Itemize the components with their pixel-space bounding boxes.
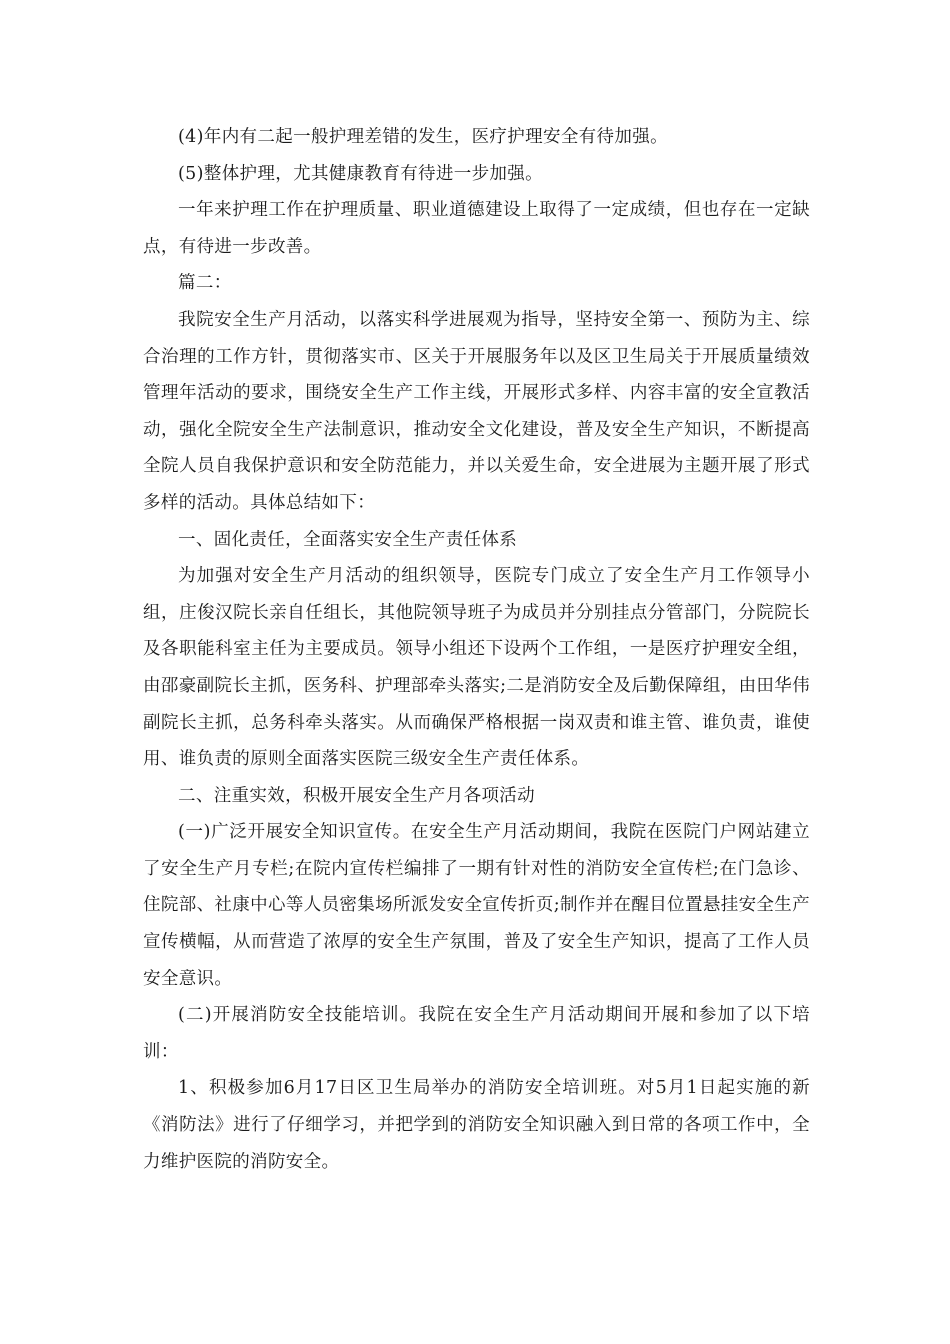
paragraph-training: (二)开展消防安全技能培训。我院在安全生产月活动期间开展和参加了以下培训： [143, 1005, 810, 1062]
heading-section-one: 一、固化责任，全面落实安全生产责任体系 [178, 529, 518, 550]
paragraph-training-item-1: 1、积极参加6月17日区卫生局举办的消防安全培训班。对5月1日起实施的新《消防法》进行了仔细学习，并把学到的消防安全知识融入到日常的各项工作中，全力维护医院的消防安全。 [143, 1078, 810, 1172]
paragraph-publicity: (一)广泛开展安全知识宣传。在安全生产月活动期间，我院在医院门户网站建立了安全生产月专栏;在院内宣传栏编排了一期有针对性的消防安全宣传栏;在门急诊、住院部、社康中心等人员密集场所派发安全宣传折页;制作并在醒目位置悬挂安全生产宣传横幅，从而营造了浓厚的安全生产氛围，普及了安全生产知识，提高了工作人员安全意识。 [143, 822, 810, 989]
section-heading-part-two: 篇二： [178, 273, 232, 294]
paragraph-summary: 一年来护理工作在护理质量、职业道德建设上取得了一定成绩，但也存在一定缺点，有待进一步改善。 [143, 200, 810, 257]
paragraph-item-4: (4)年内有二起一般护理差错的发生，医疗护理安全有待加强。 [178, 127, 668, 147]
paragraph-item-5: (5)整体护理，尤其健康教育有待进一步加强。 [178, 163, 543, 184]
paragraph-intro: 我院安全生产月活动，以落实科学进展观为指导，坚持安全第一、预防为主、综合治理的工作方针，贯彻落实市、区关于开展服务年以及区卫生局关于开展质量绩效管理年活动的要求，围绕安全生产工作主线，开展形式多样、内容丰富的安全宣教活动，强化全院安全生产法制意识，推动安全文化建设，普及安全生产知识，不断提高全院人员自我保护意识和安全防范能力，并以关爱生命，安全进展为主题开展了形式多样的活动。具体总结如下： [143, 309, 810, 513]
document-body [143, 119, 810, 1180]
paragraph-leadership: 为加强对安全生产月活动的组织领导，医院专门成立了安全生产月工作领导小组，庄俊汉院长亲自任组长，其他院领导班子为成员并分别挂点分管部门，分院院长及各职能科室主任为主要成员。领导小组还下设两个工作组，一是医疗护理安全组，由邵豪副院长主抓，医务科、护理部牵头落实;二是消防安全及后勤保障组，由田华伟副院长主抓，总务科牵头落实。从而确保严格根据一岗双责和谁主管、谁负责，谁使用、谁负责的原则全面落实医院三级安全生产责任体系。 [143, 566, 810, 770]
heading-section-two: 二、注重实效，积极开展安全生产月各项活动 [178, 785, 535, 806]
